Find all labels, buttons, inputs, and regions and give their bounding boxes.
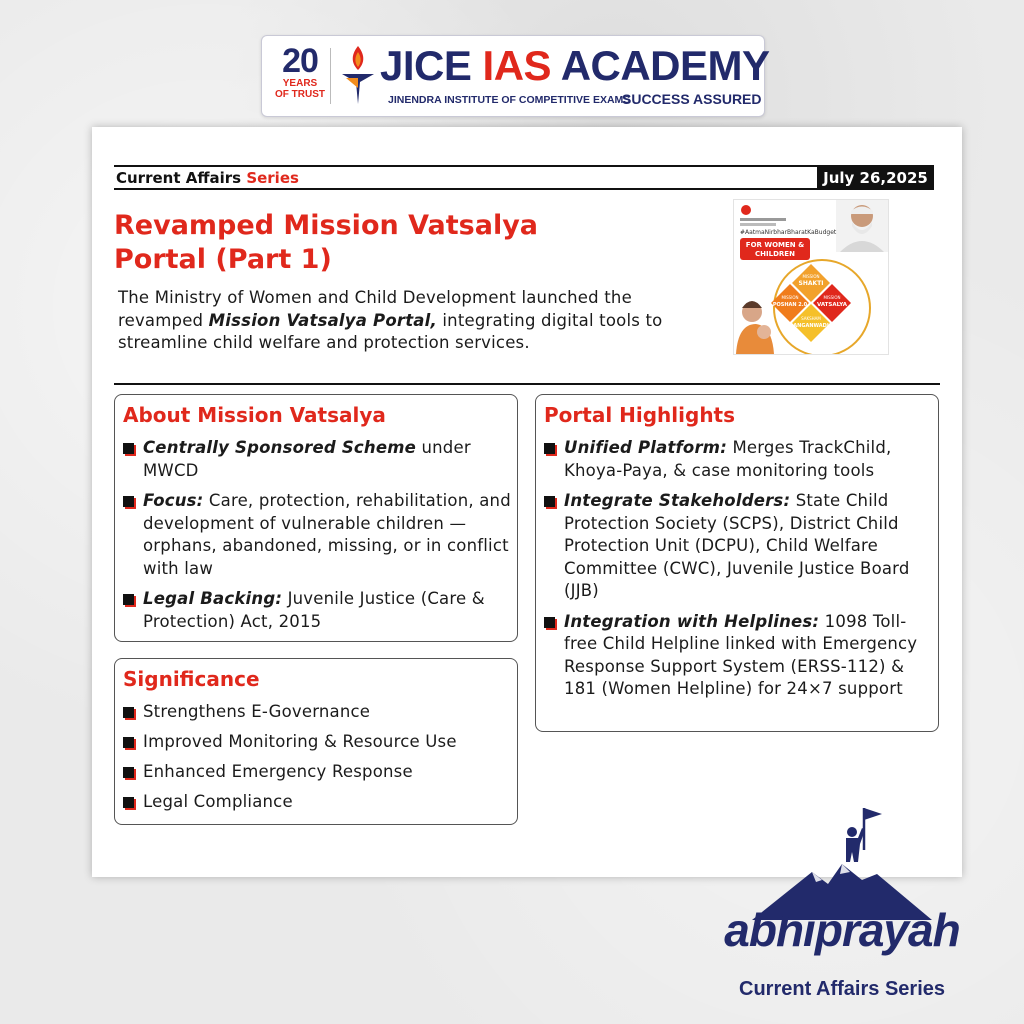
academy-logo [261, 35, 770, 117]
academy-tagline: SUCCESS ASSURED [622, 91, 762, 107]
intro-text: The Ministry of Women and Child Development launched the revamped [118, 288, 632, 330]
article-intro [118, 287, 678, 355]
academy-name [380, 44, 770, 88]
list-item [542, 611, 934, 701]
item-text: 1098 Toll-free Child Helpline linked with Emergency Response Support System (ERSS-112) & 181 (Women Helpline) for 24×7 support [564, 611, 918, 698]
list-item [542, 437, 934, 482]
tile-bottom-small: SAKSHAM [801, 316, 821, 321]
tile-bottom-label: ANGANWADI [793, 323, 829, 329]
item-text: Legal Compliance [143, 792, 293, 811]
portal-list [542, 437, 934, 701]
bullet-icon [123, 737, 134, 748]
list-item [121, 731, 513, 754]
significance-list [121, 701, 513, 814]
budget-hashtag: #AatmaNirbharBharatKaBudget [740, 229, 837, 236]
tile-left-small: MISSION [781, 295, 799, 300]
footer-series-label: Current Affairs Series [739, 978, 945, 1000]
list-item [121, 490, 513, 580]
academy-subtitle: JINENDRA INSTITUTE OF COMPETITIVE EXAMS [388, 94, 631, 106]
item-label: Legal Backing: [143, 589, 283, 608]
tile-left-label: POSHAN 2.0 [772, 302, 808, 308]
years-line1: YEARS [282, 78, 318, 89]
banner-line2: CHILDREN [755, 250, 795, 258]
item-text: Enhanced Emergency Response [143, 762, 413, 781]
series-label-prefix: Current Affairs [116, 169, 247, 187]
bullet-icon [123, 767, 134, 778]
item-text: under MWCD [143, 438, 471, 480]
portal-highlights-section [535, 394, 939, 732]
series-label [116, 169, 299, 187]
item-label: Focus: [143, 491, 204, 510]
about-section [114, 394, 518, 642]
name-academy: ACADEMY [560, 42, 770, 89]
article-title: Revamped Mission Vatsalya Portal (Part 1) [114, 210, 539, 275]
item-text: Juvenile Justice (Care & Protection) Act, 2015 [143, 589, 485, 631]
list-item [542, 490, 934, 603]
significance-section [114, 658, 518, 825]
budget-graphic [733, 199, 889, 355]
list-item [121, 437, 513, 482]
date-badge: July 26,2025 [817, 167, 934, 189]
item-text: Merges TrackChild, Khoya-Paya, & case monitoring tools [564, 438, 892, 480]
list-item [121, 701, 513, 724]
logo-divider [330, 48, 331, 104]
item-text: Strengthens E-Governance [143, 702, 371, 721]
list-item [121, 791, 513, 814]
item-text: State Child Protection Society (SCPS), District Child Protection Unit (DCPU), Child Welfare Committee (CWC), Juvenile Justice Board (JJB) [564, 491, 910, 600]
years-number: 20 [282, 42, 318, 80]
bullet-icon [123, 443, 134, 454]
header-rule-bottom [114, 188, 934, 190]
bullet-icon [123, 496, 134, 507]
intro-emphasis: Mission Vatsalya Portal, [208, 310, 437, 330]
bullet-icon [123, 594, 134, 605]
list-item [121, 761, 513, 784]
header-rule-top [114, 165, 934, 167]
name-jice: JICE [380, 42, 472, 89]
budget-graphic-art [734, 200, 888, 354]
tile-top-small: MISSION [802, 274, 820, 279]
bullet-icon [544, 443, 555, 454]
bullet-icon [123, 707, 134, 718]
brand-wordmark: abhiprayah [724, 904, 960, 956]
item-text: Care, protection, rehabilitation, and development of vulnerable children — orphans, abandoned, missing, or in conflict with law [143, 491, 511, 578]
intro-text-end: integrating digital tools to streamline child welfare and protection services. [118, 310, 663, 352]
significance-heading: Significance [123, 667, 260, 691]
bullet-icon [544, 617, 555, 628]
item-label: Centrally Sponsored Scheme [143, 438, 417, 457]
tile-top-label: SHAKTI [798, 280, 824, 287]
series-label-suffix: Series [246, 169, 299, 187]
mountain-flag-icon [712, 800, 972, 920]
bullet-icon [123, 797, 134, 808]
torch-icon [338, 44, 378, 108]
article-card [92, 127, 962, 877]
tile-right-small: MISSION [823, 295, 841, 300]
years-of-trust-badge [274, 44, 326, 100]
item-text: Improved Monitoring & Resource Use [143, 732, 457, 751]
list-item [121, 588, 513, 633]
years-line2: OF TRUST [275, 89, 325, 100]
portal-heading: Portal Highlights [544, 403, 736, 427]
item-label: Unified Platform: [564, 438, 727, 457]
section-divider [114, 383, 940, 385]
about-heading: About Mission Vatsalya [123, 403, 386, 427]
item-label: Integrate Stakeholders: [564, 491, 791, 510]
banner-line1: FOR WOMEN & [745, 241, 805, 249]
item-label: Integration with Helplines: [564, 611, 820, 631]
about-list [121, 437, 513, 633]
abhiprayah-logo [712, 800, 992, 1010]
bullet-icon [544, 496, 555, 507]
name-ias: IAS [482, 42, 552, 89]
tile-right-label: VATSALYA [816, 302, 848, 308]
